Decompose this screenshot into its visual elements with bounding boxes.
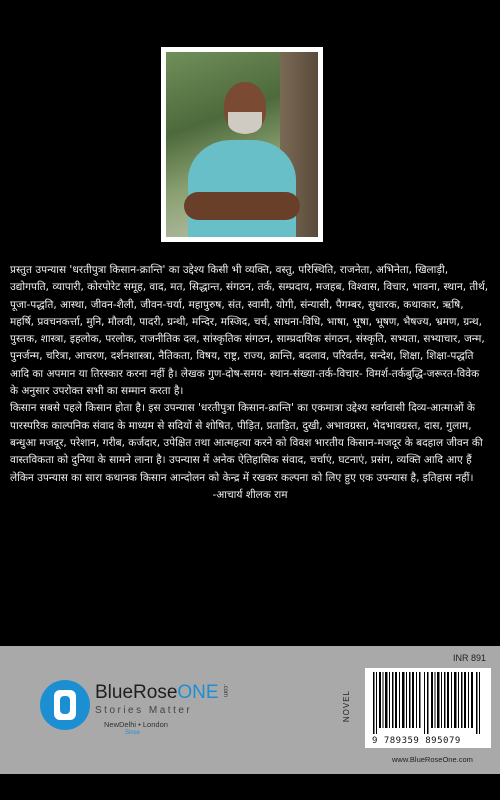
isbn-number: 9 789359 895079 bbox=[372, 736, 461, 746]
author-portrait-image bbox=[166, 52, 318, 237]
publisher-cities: NewDelhi • London bbox=[104, 720, 168, 729]
publisher-since: Since bbox=[125, 730, 141, 736]
publisher-website: www.BlueRoseOne.com bbox=[392, 755, 473, 764]
publisher-domain-suffix: .com bbox=[222, 684, 228, 698]
blurb-text bbox=[10, 262, 490, 504]
genre-label: NOVEL bbox=[342, 690, 351, 723]
bluerose-logo-icon bbox=[40, 680, 90, 730]
blurb-paragraph-1: प्रस्तुत उपन्यास 'धरतीपुत्रा किसान-क्रान्ति' का उद्देश्य किसी भी व्यक्ति, वस्तु, परिस्थिति, राजनेता, अभिनेता, खिलाड़ी, उद्योगपति, व्यापारी, कोरपोरेट समूह, वाद, मत, सिद्धान्त, संगठन, तर्क, सम्प्रदाय, मजहब, विश्वास, विचार, भावना, स्थान, तीर्थ, पूजा-पद्धति, आस्था, जीवन-शैली, जीवन-चर्या, महापुरुष, संत, स्वामी, योगी, संन्यासी, पैगम्बर, सुधारक, कथाकार, ऋषि, महर्षि, प्रवचनकर्त्ता, मुनि, मौलवी, पादरी, ग्रन्थी, मन्दिर, मस्जिद, चर्च, साधना-विधि, भाषा, भूषा, भूषण, भैषज्य, भ्रमण, ग्रन्थ, पुस्तक, शास्त्रा, इहलोक, परलोक, राजनीतिक दल, सांस्कृतिक संगठन, साम्प्रदायिक संगठन, संस्कृति, सभ्यता, सभ्याचार, जन्म, पुनर्जन्म, चरित्रा, आचरण, दर्शनशास्त्रा, नैतिकता, विषय, राष्ट्र, राज्य, क्रान्ति, बदलाव, परिवर्तन, सन्देश, शिक्षा, शिक्षा-पद्धति आदि का अपमान या तिरस्कार करना नहीं है। लेखक गुण-दोष-समय- स्थान-संख्या-तर्क-विचार- विमर्श-तर्कबुद्धि-जरूरत-विवेक के अनुसार उपरोक्त सभी का सम्मान करता है। bbox=[10, 264, 489, 398]
bottom-bar bbox=[0, 774, 500, 800]
blurb-paragraph-2: किसान सबसे पहले किसान होता है। इस उपन्यास 'धरतीपुत्रा किसान-क्रान्ति' का एकमात्रा उद्देश्य स्वर्गवासी दिव्य-आत्माओं के पारस्परिक काल्पनिक संवाद के माध्यम से सदियों से शोषित, पीड़ित, प्रताड़ित, दुखी, अभावग्रस्त, भेदभावग्रस्त, दास, गुलाम, बन्धुआ मजदूर, परेशान, गरीब, कर्जदार, उपेक्षित तथा आत्महत्या करने को विवश भारतीय किसान-मजदूर के बदहाल जीवन की वास्तविकता को दुनिया के सामने लाना है। उपन्यास में अनेक ऐतिहासिक संवाद, चर्चाएं, घटनाएं, प्रसंग, व्यक्ति आदि आए हैं लेकिन उपन्यास का सारा कथानक किसान आन्दोलन को केन्द्र में रखकर कल्पना को लिए हुए एक उपन्यास है, इतिहास नहीं। bbox=[10, 402, 483, 484]
author-signature: -आचार्य शीलक राम bbox=[212, 488, 288, 501]
publisher-name bbox=[95, 682, 219, 704]
author-photo bbox=[161, 47, 323, 242]
price-label: INR 891 bbox=[453, 653, 487, 663]
barcode-icon bbox=[371, 672, 485, 734]
publisher-name-part1: BlueRose bbox=[95, 682, 178, 703]
publisher-name-part2: ONE bbox=[177, 682, 219, 703]
publisher-tagline: Stories Matter bbox=[95, 705, 193, 716]
